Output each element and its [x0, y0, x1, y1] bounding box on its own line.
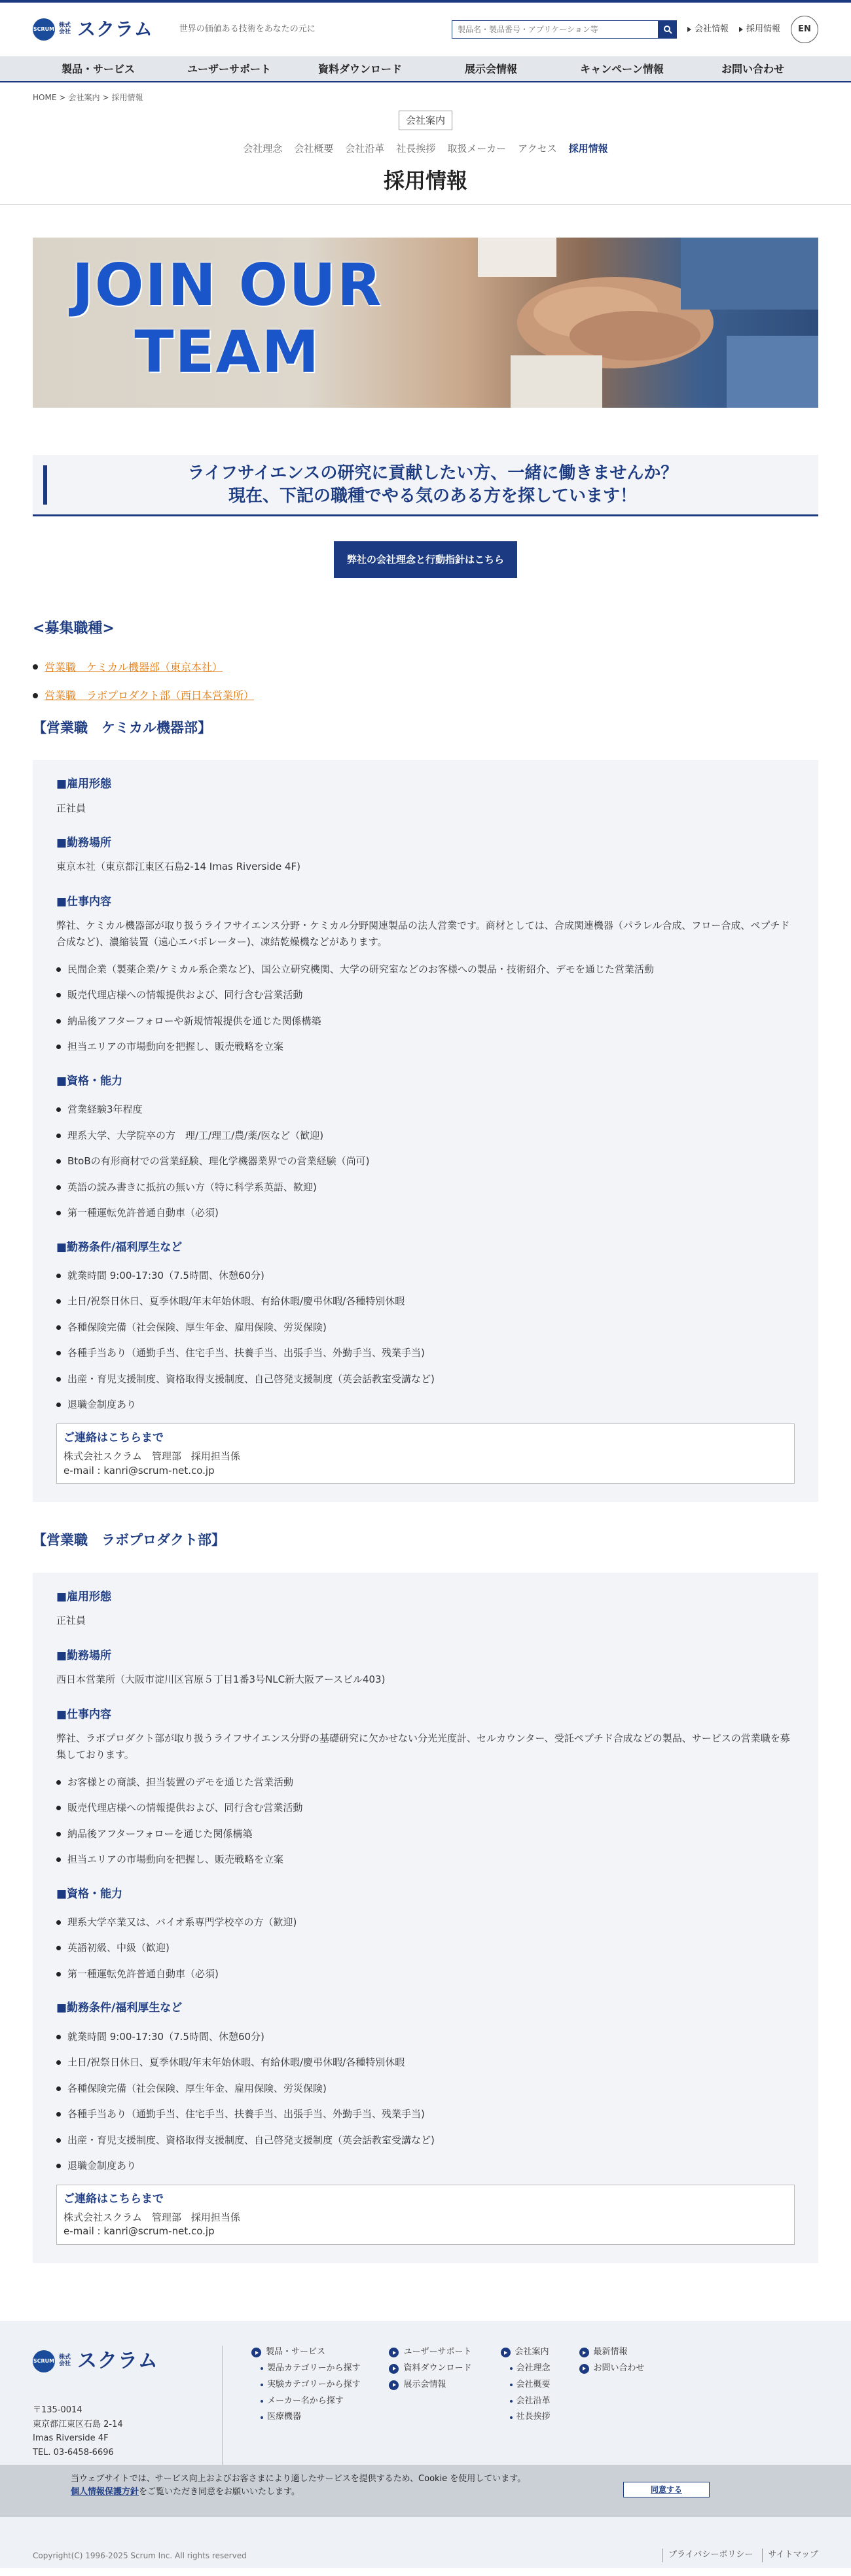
bullet-icon	[56, 2138, 61, 2143]
job-title-chemical: 【営業職 ケミカル機器部】	[33, 719, 211, 736]
philosophy-button-wrap	[33, 541, 818, 578]
list-item	[56, 1397, 795, 1412]
footer-sublink[interactable]	[251, 2362, 360, 2376]
cookie-agree-button[interactable]: 同意する	[623, 2482, 710, 2497]
work-label: ■仕事内容	[56, 895, 112, 909]
job-panel-lab	[33, 1573, 818, 2263]
company-subnav	[0, 141, 851, 156]
bullet-icon	[56, 1045, 61, 1049]
footer-col-support	[360, 2346, 471, 2467]
breadcrumb-home[interactable]: HOME	[33, 93, 57, 102]
dot-icon	[510, 2416, 513, 2419]
site-logo[interactable]	[33, 15, 153, 45]
list-item	[56, 2158, 795, 2174]
main-content	[0, 238, 851, 2263]
contact-title: ご連絡はこちらまで	[63, 2192, 164, 2206]
footer-link-exhibitions[interactable]	[389, 2378, 471, 2392]
list-item	[56, 1915, 795, 1930]
bullet-icon	[56, 1832, 61, 1836]
footer-link-downloads[interactable]	[389, 2362, 471, 2376]
benefits-list	[56, 1268, 795, 1412]
list-item-text: 出産・育児支援制度、資格取得支援制度、自己啓発支援制度（英会話教室受講など)	[67, 2134, 435, 2146]
gnav-downloads[interactable]: 資料ダウンロード	[317, 63, 402, 75]
gnav-campaigns[interactable]: キャンペーン情報	[580, 63, 664, 75]
philosophy-button[interactable]: 弊社の会社理念と行動指針はこちら	[334, 541, 517, 578]
address-line1: 東京都江東区石島 2-14	[33, 2419, 123, 2429]
list-item	[56, 1852, 795, 1867]
hero-title-line1: JOIN OUR	[72, 251, 383, 319]
header-utilities	[452, 16, 818, 43]
site-footer	[0, 2321, 851, 2568]
list-item	[56, 1800, 795, 1816]
list-item-text: 担当エリアの市場動向を把握し、販売戦略を立案	[67, 1853, 284, 1866]
circle-arrow-icon	[251, 2348, 261, 2357]
bullet-icon	[56, 1159, 61, 1164]
contact-box	[56, 1423, 795, 1484]
employment-label: ■雇用形態	[56, 778, 112, 791]
list-item-text: 土日/祝祭日休日、夏季休暇/年末年始休暇、有給休暇/慶弔休暇/各種特別休暇	[67, 1295, 405, 1308]
list-item	[56, 2133, 795, 2148]
lead-message	[33, 455, 818, 516]
location-label: ■勤務場所	[56, 1649, 112, 1662]
anchor-link-chemical[interactable]: 営業職 ケミカル機器部（東京本社）	[45, 660, 223, 673]
list-item	[56, 1154, 795, 1169]
job-title-lab: 【営業職 ラボプロダクト部】	[33, 1532, 225, 1548]
search-icon	[663, 25, 672, 34]
footer-bottom-links	[662, 2549, 818, 2562]
gnav-support[interactable]: ユーザーサポート	[187, 63, 271, 75]
footer-inner	[0, 2321, 851, 2467]
subnav-makers[interactable]: 取扱メーカー	[447, 143, 507, 155]
footer-sublink[interactable]	[251, 2395, 360, 2408]
list-item-text: 各種手当あり（通勤手当、住宅手当、扶養手当、出張手当、外勤手当、残業手当)	[67, 2108, 425, 2120]
list-item-text: 退職金制度あり	[67, 1399, 137, 1411]
bullet-icon	[56, 1351, 61, 1355]
list-item	[56, 1941, 795, 1956]
bullet-icon	[56, 1946, 61, 1950]
tagline: 世界の価値ある技術をあなたの元に	[179, 24, 316, 34]
footer-link-news[interactable]	[579, 2346, 645, 2359]
footer-link-support[interactable]	[389, 2346, 471, 2359]
header-link-company[interactable]	[687, 23, 729, 37]
footer-sublink[interactable]	[251, 2410, 360, 2424]
cookie-text: 当ウェブサイトでは、サービス向上およびお客さまにより適したサービスを提供するため、Cookie を使用しています。	[71, 2474, 526, 2484]
list-item	[33, 687, 818, 704]
subnav-overview[interactable]: 会社概要	[294, 143, 334, 155]
logo-mark-icon: SCRUM	[33, 2350, 55, 2372]
footer-logo[interactable]	[33, 2346, 222, 2377]
breadcrumb-company[interactable]: 会社案内	[68, 93, 100, 102]
page-title: 採用情報	[383, 168, 467, 194]
bullet-icon	[56, 1107, 61, 1112]
logo-company-type: 株式会社	[59, 2354, 71, 2368]
language-switch-button[interactable]: EN	[791, 16, 818, 43]
header-link-recruit[interactable]	[739, 23, 780, 37]
bullet-icon	[56, 1972, 61, 1977]
bullet-icon	[56, 2164, 61, 2168]
skills-list	[56, 1915, 795, 1982]
list-item-text: 第一種運転免許普通自動車（必須)	[67, 1207, 219, 1219]
list-item	[56, 2081, 795, 2096]
footer-link-label: 資料ダウンロード	[403, 2363, 472, 2373]
benefits-label: ■勤務条件/福利厚生など	[56, 2001, 183, 2015]
footer-link-products[interactable]	[251, 2346, 360, 2359]
bullet-icon	[56, 1377, 61, 1382]
dot-icon	[510, 2384, 513, 2386]
circle-arrow-icon	[389, 2348, 399, 2357]
jobs-heading: <募集職種>	[33, 620, 115, 637]
list-item	[56, 2107, 795, 2122]
list-item-text: 民間企業（製薬企業/ケミカル系企業など)、国公立研究機関、大学の研究室などのお客様への製品・技術紹介、デモを通じた営業活動	[67, 963, 654, 975]
list-item-text: 土日/祝祭日休日、夏季休暇/年末年始休暇、有給休暇/慶弔休暇/各種特別休暇	[67, 2056, 405, 2068]
footer-col-other	[551, 2346, 645, 2467]
logo-name: スクラム	[77, 18, 153, 40]
team-hands-image	[399, 238, 818, 408]
list-item-text: 英語の読み書きに抵抗の無い方（特に科学系英語、歓迎)	[67, 1181, 317, 1193]
footer-sublink-label: 医療機器	[267, 2412, 302, 2422]
privacy-policy-footer-link[interactable]: プライバシーポリシー	[662, 2549, 753, 2562]
bullet-icon	[56, 1806, 61, 1810]
footer-company	[33, 2346, 223, 2467]
footer-link-label: ユーザーサポート	[403, 2347, 472, 2357]
list-item-text: 就業時間 9:00-17:30（7.5時間、休憩60分)	[67, 1269, 264, 1281]
list-item	[56, 1372, 795, 1387]
subnav-philosophy[interactable]: 会社理念	[243, 143, 283, 155]
bullet-icon	[33, 693, 38, 698]
list-item-text: 就業時間 9:00-17:30（7.5時間、休憩60分)	[67, 2030, 264, 2043]
dot-icon	[510, 2400, 513, 2403]
job-panel-chemical	[33, 760, 818, 1502]
circle-arrow-icon	[389, 2380, 399, 2390]
skills-list	[56, 1102, 795, 1221]
hero-title	[72, 252, 383, 384]
list-item	[56, 1102, 795, 1117]
footer-sublink-label: メーカー名から探す	[267, 2395, 344, 2406]
gnav-contact[interactable]: お問い合わせ	[721, 63, 784, 75]
bullet-icon	[56, 1403, 61, 1407]
list-item	[56, 1268, 795, 1283]
dot-icon	[261, 2416, 263, 2419]
bullet-icon	[56, 1299, 61, 1304]
section-header	[0, 104, 851, 198]
bullet-icon	[56, 2086, 61, 2091]
footer-link-label: お問い合わせ	[593, 2363, 645, 2373]
list-item	[56, 1320, 795, 1335]
list-item-text: BtoBの有形商材での営業経験、理化学機器業界での営業経験（尚可)	[67, 1155, 370, 1168]
footer-sublink-label: 会社沿革	[516, 2395, 551, 2406]
footer-link-label: 製品・サービス	[266, 2347, 326, 2357]
employment-value: 正社員	[56, 1615, 86, 1627]
bullet-icon	[56, 2060, 61, 2065]
list-item	[56, 988, 795, 1003]
title-divider	[0, 204, 851, 205]
list-item	[56, 1827, 795, 1842]
breadcrumb-current: 採用情報	[111, 93, 143, 102]
list-item-text: 英語初級、中級（歓迎)	[67, 1942, 170, 1954]
triangle-right-icon	[687, 27, 691, 32]
work-text: 弊社、ラボプロダクト部が取り扱うライフサイエンス分野の基礎研究に欠かせない分光光度計、セルカウンター、受託ペプチド合成などの製品、サービスの営業職を募集しております。	[56, 1732, 790, 1761]
list-item-text: 販売代理店様への情報提供および、同行含む営業活動	[67, 989, 303, 1001]
gnav-exhibitions[interactable]: 展示会情報	[464, 63, 517, 75]
circle-arrow-icon	[501, 2348, 511, 2357]
skills-label: ■資格・能力	[56, 1074, 123, 1088]
location-value: 東京本社（東京都江東区石島2-14 Imas Riverside 4F)	[56, 861, 301, 873]
search-input[interactable]	[452, 20, 659, 39]
logo-company-type: 株式会社	[59, 22, 71, 35]
contact-box	[56, 2185, 795, 2245]
contact-email: e-mail : kanri@scrum-net.co.jp	[63, 2225, 215, 2238]
contact-dept: 株式会社スクラム 管理部 採用担当係	[63, 2211, 240, 2223]
bullet-icon	[33, 664, 38, 670]
logo-name: スクラム	[77, 2350, 158, 2373]
list-item	[56, 1294, 795, 1309]
list-item-text: 販売代理店様への情報提供および、同行含む営業活動	[67, 1802, 303, 1814]
bullet-icon	[56, 1134, 61, 1138]
list-item-text: 担当エリアの市場動向を把握し、販売戦略を立案	[67, 1041, 284, 1053]
benefits-label: ■勤務条件/福利厚生など	[56, 1240, 183, 1254]
work-label: ■仕事内容	[56, 1708, 112, 1721]
footer-sublink-label: 会社理念	[516, 2363, 551, 2373]
footer-sublink-label: 会社概要	[516, 2379, 551, 2389]
list-item	[56, 2055, 795, 2070]
list-item-text: 理系大学、大学院卒の方 理/工/理工/農/薬/医など（歓迎)	[67, 1129, 324, 1141]
anchor-link-lab[interactable]: 営業職 ラボプロダクト部（西日本営業所）	[45, 689, 255, 702]
list-item-text: 退職金制度あり	[67, 2160, 137, 2172]
bullet-icon	[56, 993, 61, 997]
work-list	[56, 962, 795, 1054]
triangle-right-icon	[739, 27, 743, 32]
list-item-text: 各種保険完備（社会保険、厚生年金、雇用保険、労災保険)	[67, 1321, 327, 1333]
list-item	[56, 962, 795, 977]
list-item-text: 営業経験3年程度	[67, 1103, 143, 1116]
lead-line2: 現在、下記の職種でやる気のある方を探しています！	[228, 486, 637, 506]
subnav-history[interactable]: 会社沿革	[345, 143, 385, 155]
bullet-icon	[56, 1185, 61, 1190]
contact-dept: 株式会社スクラム 管理部 採用担当係	[63, 1450, 240, 1462]
dot-icon	[261, 2384, 263, 2386]
bullet-icon	[56, 967, 61, 972]
footer-link-label: 展示会情報	[403, 2379, 446, 2389]
bullet-icon	[56, 1857, 61, 1862]
footer-sublink[interactable]	[501, 2395, 551, 2408]
address-tel: TEL. 03-6458-6696	[33, 2447, 114, 2458]
list-item-text: お客様との商談、担当装置のデモを通じた営業活動	[67, 1776, 294, 1788]
benefits-list	[56, 2030, 795, 2174]
dot-icon	[510, 2367, 513, 2370]
list-item-text: 納品後アフターフォローを通じた関係構築	[67, 1827, 253, 1840]
bullet-icon	[56, 1211, 61, 1215]
location-value: 西日本営業所（大阪市淀川区宮原５丁目1番3号NLC新大阪アースビル403)	[56, 1673, 386, 1686]
bullet-icon	[56, 1780, 61, 1785]
list-item	[56, 1206, 795, 1221]
employment-value: 正社員	[56, 802, 86, 814]
circle-arrow-icon	[579, 2364, 589, 2374]
bullet-icon	[56, 1325, 61, 1330]
lead-text	[47, 462, 818, 508]
cookie-consent-text: をご覧いただき同意をお願いいたします。	[139, 2487, 300, 2497]
dot-icon	[261, 2400, 263, 2403]
gnav-products[interactable]: 製品・サービス	[61, 63, 135, 75]
contact-title: ご連絡はこちらまで	[63, 1431, 164, 1444]
list-item-text: 各種保険完備（社会保険、厚生年金、雇用保険、労災保険)	[67, 2082, 327, 2094]
subnav-access[interactable]: アクセス	[518, 143, 557, 155]
bullet-icon	[56, 2112, 61, 2117]
copyright: Copyright(C) 1996-2025 Scrum Inc. All rights reserved	[33, 2551, 247, 2561]
list-item	[56, 1180, 795, 1195]
sitemap-link[interactable]: サイトマップ	[762, 2549, 818, 2562]
contact-email: e-mail : kanri@scrum-net.co.jp	[63, 1464, 215, 1476]
section-badge: 会社案内	[399, 111, 452, 130]
search-button[interactable]	[659, 20, 677, 39]
hero-title-line2: TEAM	[134, 317, 321, 385]
list-item	[56, 1039, 795, 1054]
footer-sublink[interactable]	[501, 2378, 551, 2392]
search-box	[452, 20, 677, 39]
cookie-banner	[0, 2465, 851, 2517]
employment-label: ■雇用形態	[56, 1590, 112, 1604]
list-item	[56, 1967, 795, 1982]
address-line2: Imas Riverside 4F	[33, 2433, 109, 2444]
header-link-recruit-label: 採用情報	[746, 24, 780, 34]
list-item-text: 第一種運転免許普通自動車（必須)	[67, 1967, 219, 1980]
bullet-icon	[56, 2035, 61, 2039]
list-item-text: 納品後アフターフォローや新規情報提供を通じた関係構築	[67, 1014, 321, 1027]
breadcrumb: HOME > 会社案内 > 採用情報	[33, 93, 143, 102]
bullet-icon	[56, 1920, 61, 1925]
list-item	[56, 2030, 795, 2045]
job-anchor-list	[33, 659, 818, 704]
list-item	[56, 1346, 795, 1361]
list-item	[56, 1014, 795, 1029]
skills-label: ■資格・能力	[56, 1887, 123, 1901]
location-label: ■勤務場所	[56, 836, 112, 850]
footer-sublink[interactable]	[251, 2378, 360, 2392]
footer-address	[33, 2403, 222, 2460]
list-item	[56, 1775, 795, 1790]
privacy-policy-link[interactable]: 個人情報保護方針	[71, 2487, 139, 2497]
work-list	[56, 1775, 795, 1867]
work-text: 弊社、ケミカル機器部が取り扱うライフサイエンス分野・ケミカル分野関連製品の法人営業です。商材としては、合成関連機器（パラレル合成、フロー合成、ペプチド合成など)、濃縮装置（遠心エバポレーター)、凍結乾燥機などがあります。	[56, 920, 790, 948]
list-item	[33, 659, 818, 676]
footer-col-products	[223, 2346, 360, 2467]
subnav-recruit[interactable]: 採用情報	[568, 143, 608, 155]
circle-arrow-icon	[579, 2348, 589, 2357]
footer-sublink-label: 製品カテゴリーから探す	[267, 2363, 361, 2373]
address-postal: 〒135-0014	[33, 2405, 82, 2416]
bullet-icon	[56, 1274, 61, 1278]
footer-link-company[interactable]	[501, 2346, 551, 2359]
lead-line1: ライフサイエンスの研究に貢献したい方、一緒に働きませんか？	[187, 463, 678, 483]
footer-col-company	[472, 2346, 551, 2467]
list-item-text: 理系大学卒業又は、バイオ系専門学校卒の方（歓迎)	[67, 1916, 297, 1928]
list-item-text: 各種手当あり（通勤手当、住宅手当、扶養手当、出張手当、外勤手当、残業手当)	[67, 1347, 425, 1359]
header-link-company-label: 会社情報	[694, 24, 729, 34]
footer-link-label: 最新情報	[593, 2347, 628, 2357]
footer-link-contact[interactable]	[579, 2362, 645, 2376]
footer-sublink-label: 社長挨拶	[516, 2412, 551, 2422]
list-item	[56, 1128, 795, 1143]
subnav-greeting[interactable]: 社長挨拶	[396, 143, 436, 155]
dot-icon	[261, 2367, 263, 2370]
footer-link-label: 会社案内	[515, 2347, 549, 2357]
site-header	[0, 3, 851, 56]
bullet-icon	[56, 1019, 61, 1024]
circle-arrow-icon	[389, 2364, 399, 2374]
footer-sublink[interactable]	[501, 2410, 551, 2424]
footer-sublink[interactable]	[501, 2362, 551, 2376]
footer-sublink-label: 実験カテゴリーから探す	[267, 2379, 361, 2389]
logo-mark-icon: SCRUM	[33, 18, 55, 41]
hero-banner	[33, 238, 818, 408]
global-nav	[0, 56, 851, 82]
list-item-text: 出産・育児支援制度、資格取得支援制度、自己啓発支援制度（英会話教室受講など)	[67, 1372, 435, 1385]
cookie-text-2	[71, 2486, 851, 2499]
